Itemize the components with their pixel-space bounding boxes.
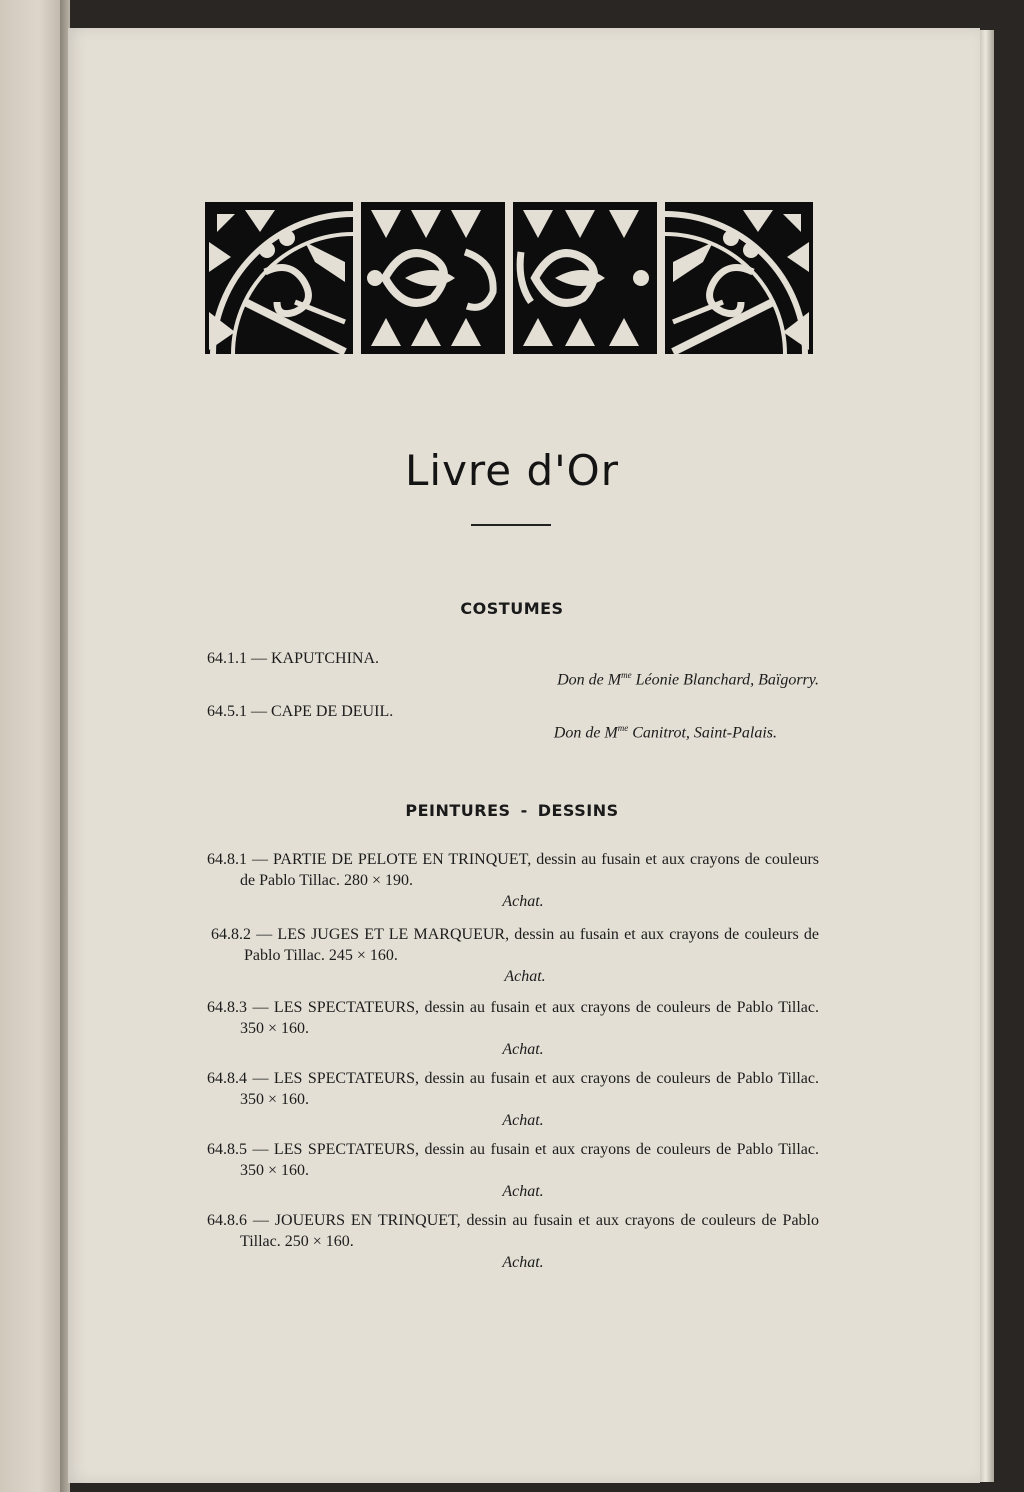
entry-body — [211, 924, 819, 966]
entry-number: 64.8.4 — [207, 1070, 247, 1087]
page-stack-edge — [980, 30, 994, 1482]
catalog-entry — [207, 849, 819, 912]
dash: — — [247, 1141, 274, 1158]
heading-left: PEINTURES — [405, 801, 511, 820]
donor-title-sup: me — [621, 670, 632, 680]
donor-title-sup: me — [617, 723, 629, 733]
donor-name: Léonie Blanchard, Baïgorry. — [631, 671, 819, 689]
catalog-entry — [207, 1068, 819, 1131]
entry-number: 64.8.5 — [207, 1141, 247, 1158]
donor-credit — [207, 670, 819, 689]
donor-prefix: Don de M — [557, 671, 622, 689]
entry-description: , dessin au fusain et aux crayons de couleurs de Pablo Tillac. 350 × 160. — [240, 999, 819, 1037]
entry-item: LES SPECTATEURS — [273, 1070, 416, 1087]
acquisition-note: Achat. — [502, 1041, 544, 1058]
entry-item: PARTIE DE PELOTE EN TRINQUET — [272, 851, 528, 868]
entry-description: , dessin au fusain et aux crayons de couleurs de Pablo Tillac. 350 × 160. — [240, 1141, 819, 1179]
title-rule — [471, 524, 551, 526]
donor-credit — [207, 723, 819, 742]
acquisition-note: Achat. — [504, 968, 546, 985]
basque-ornament-banner — [205, 202, 813, 354]
entry-body — [207, 1210, 819, 1252]
entry-description: , dessin au fusain et aux crayons de couleurs de Pablo Tillac. 280 × 190. — [240, 851, 820, 889]
dash: — — [247, 650, 271, 667]
catalog-entry — [207, 997, 819, 1060]
dash: — — [247, 999, 274, 1016]
entry-body — [207, 1139, 819, 1181]
catalog-entry — [207, 1139, 819, 1202]
catalog-entry — [207, 1210, 819, 1273]
section-heading-peintures-dessins — [0, 801, 1024, 820]
entry-number: 64.8.2 — [211, 926, 251, 943]
costume-entry — [207, 703, 819, 742]
entry-body — [207, 849, 819, 891]
donor-name: Canitrot, Saint-Palais. — [628, 724, 777, 742]
costume-entry — [207, 650, 819, 689]
costume-line — [207, 650, 819, 668]
entry-number: 64.8.6 — [207, 1212, 247, 1229]
entry-number: 64.1.1 — [207, 650, 247, 667]
entry-item: KAPUTCHINA. — [271, 650, 379, 667]
entry-body — [207, 997, 819, 1039]
dash: — — [251, 926, 278, 943]
entry-item: CAPE DE DEUIL. — [271, 703, 394, 720]
acquisition-note: Achat. — [502, 893, 544, 910]
entry-description: , dessin au fusain et aux crayons de couleurs de Pablo Tillac. 250 × 160. — [240, 1212, 819, 1250]
heading-right: DESSINS — [537, 801, 619, 820]
dash: — — [247, 1070, 274, 1087]
entry-item: LES JUGES ET LE MARQUEUR — [277, 926, 506, 943]
dash: — — [247, 703, 271, 720]
heading-separator: - — [520, 801, 528, 820]
acquisition-note: Achat. — [502, 1254, 544, 1271]
entry-item: LES SPECTATEURS — [273, 999, 416, 1016]
donor-prefix: Don de M — [553, 724, 618, 742]
left-page-edge — [0, 0, 64, 1492]
costume-line — [207, 703, 819, 721]
catalog-entry — [211, 924, 819, 987]
entry-number: 64.8.1 — [207, 851, 247, 868]
entry-description: , dessin au fusain et aux crayons de couleurs de Pablo Tillac. 350 × 160. — [240, 1070, 819, 1108]
dash: — — [247, 851, 273, 868]
entry-description: , dessin au fusain et aux crayons de couleurs de Pablo Tillac. 245 × 160. — [244, 926, 820, 964]
entry-number: 64.8.3 — [207, 999, 247, 1016]
entry-item: LES SPECTATEURS — [273, 1141, 416, 1158]
page-title: Livre d'Or — [405, 446, 619, 495]
acquisition-note: Achat. — [502, 1183, 544, 1200]
entry-body — [207, 1068, 819, 1110]
section-heading-costumes: COSTUMES — [460, 599, 564, 618]
dash: — — [247, 1212, 275, 1229]
entry-number: 64.5.1 — [207, 703, 247, 720]
acquisition-note: Achat. — [502, 1112, 544, 1129]
entry-item: JOUEURS EN TRINQUET — [274, 1212, 457, 1229]
